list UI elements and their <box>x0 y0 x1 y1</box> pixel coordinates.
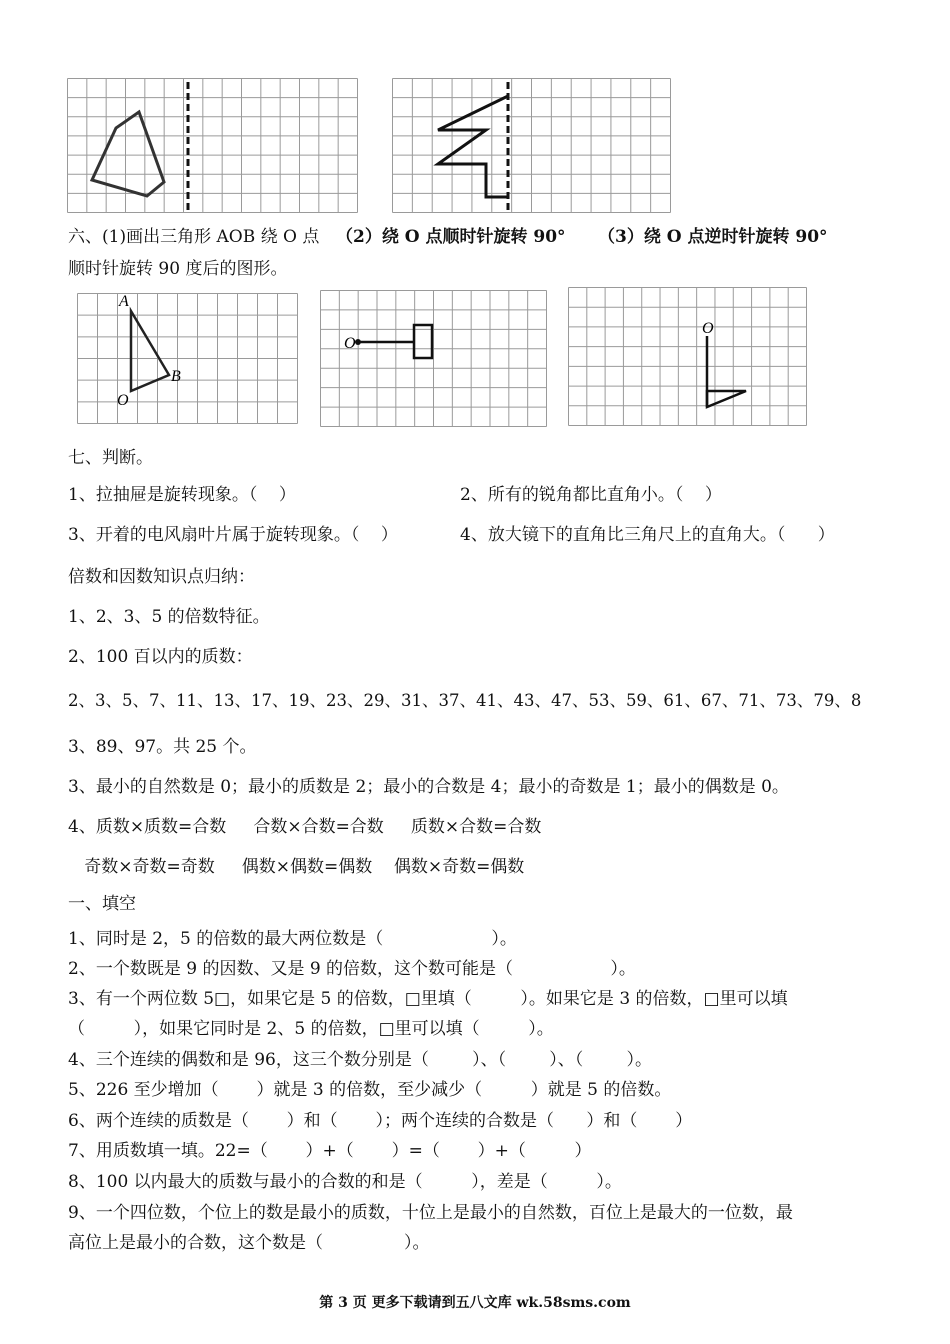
label-o: O <box>344 335 356 352</box>
knowledge-title: 倍数和因数知识点归纳： <box>68 567 255 587</box>
symmetry-grid-left <box>67 78 359 214</box>
judge-item-4: 4、放大镜下的直角比三角尺上的直角大。（ ） <box>460 525 835 545</box>
knowledge-p3: 3、最小的自然数是 0；最小的质数是 2；最小的合数是 4；最小的奇数是 1；最小的偶数是 0。 <box>68 777 789 797</box>
symmetry-grid-right <box>392 78 672 214</box>
fill-line-8: 7、用质数填一填。22=（ ）+（ ）=（ ）+（ ） <box>68 1141 592 1161</box>
knowledge-p1: 1、2、3、5 的倍数特征。 <box>68 607 270 627</box>
fill-line-2: 2、一个数既是 9 的因数、又是 9 的倍数，这个数可能是（ ）。 <box>68 959 636 979</box>
fill-line-1: 1、同时是 2，5 的倍数的最大两位数是（ ）。 <box>68 929 517 949</box>
fill-line-5: 4、三个连续的偶数和是 96，这三个数分别是（ ）、（ ）、（ ）。 <box>68 1050 653 1070</box>
pentagon-shape <box>92 112 164 196</box>
fill-line-4: （ ），如果它同时是 2、5 的倍数，□里可以填（ ）。 <box>68 1019 554 1039</box>
grid-lines <box>393 79 671 213</box>
label-b: B <box>171 368 181 385</box>
fill-line-11: 高位上是最小的合数，这个数是（ ）。 <box>68 1233 430 1253</box>
small-triangle <box>707 391 746 407</box>
grid-lines <box>321 291 547 427</box>
label-a: A <box>119 293 129 310</box>
fill-line-9: 8、100 以内最大的质数与最小的合数的和是（ ），差是（ ）。 <box>68 1172 622 1192</box>
judge-item-2: 2、所有的锐角都比直角小。（ ） <box>460 485 722 505</box>
section7-title: 七、判断。 <box>68 448 153 468</box>
section6-q1-line2: 顺时针旋转 90 度后的图形。 <box>68 259 288 279</box>
judge-item-1: 1、拉抽屉是旋转现象。（ ） <box>68 485 296 505</box>
knowledge-p4-line1: 4、质数×质数=合数 合数×合数=合数 质数×合数=合数 <box>68 817 542 837</box>
section6-q2: （2）绕 O 点顺时针旋转 90° <box>336 227 566 247</box>
knowledge-p4-line2: 奇数×奇数=奇数 偶数×偶数=偶数 偶数×奇数=偶数 <box>68 857 525 877</box>
fill-line-3: 3、有一个两位数 5□，如果它是 5 的倍数，□里填（ ）。如果它是 3 的倍数，□里可以填 <box>68 989 788 1009</box>
triangle-aob <box>131 311 169 391</box>
fill-line-10: 9、一个四位数，个位上的数是最小的质数，十位上是最小的自然数，百位上是最大的一位数，最 <box>68 1203 793 1223</box>
grid-lines <box>68 79 358 213</box>
fill-line-6: 5、226 至少增加（ ）就是 3 的倍数，至少减少（ ）就是 5 的倍数。 <box>68 1080 672 1100</box>
label-o: O <box>117 392 129 409</box>
primes-line-2: 3、89、97。共 25 个。 <box>68 737 257 757</box>
rotation-grid-triangle <box>77 293 299 425</box>
page-footer: 第 3 页 更多下载请到五八文库 wk.58sms.com <box>319 1295 631 1311</box>
flag-rect <box>414 325 432 358</box>
rotation-grid-l-shape <box>568 287 808 427</box>
primes-line-1: 2、3、5、7、11、13、17、19、23、29、31、37、41、43、47、53、59、61、67、71、73、79、8 <box>68 691 862 710</box>
point-o <box>355 339 361 345</box>
fill-line-7: 6、两个连续的质数是（ ）和（ ）；两个连续的合数是（ ）和（ ） <box>68 1111 693 1131</box>
knowledge-p2: 2、100 百以内的质数： <box>68 647 253 667</box>
fill-title: 一、填空 <box>68 894 136 914</box>
section6-q1-line1: 六、(1)画出三角形 AOB 绕 O 点 <box>68 227 320 247</box>
judge-item-3: 3、开着的电风扇叶片属于旋转现象。（ ） <box>68 525 398 545</box>
section6-q3: （3）绕 O 点逆时针旋转 90° <box>598 227 828 247</box>
zigzag-shape <box>438 96 508 197</box>
rotation-grid-flag <box>320 290 548 428</box>
label-o: O <box>702 320 714 337</box>
grid-lines <box>78 294 298 424</box>
grid-lines <box>569 288 807 426</box>
